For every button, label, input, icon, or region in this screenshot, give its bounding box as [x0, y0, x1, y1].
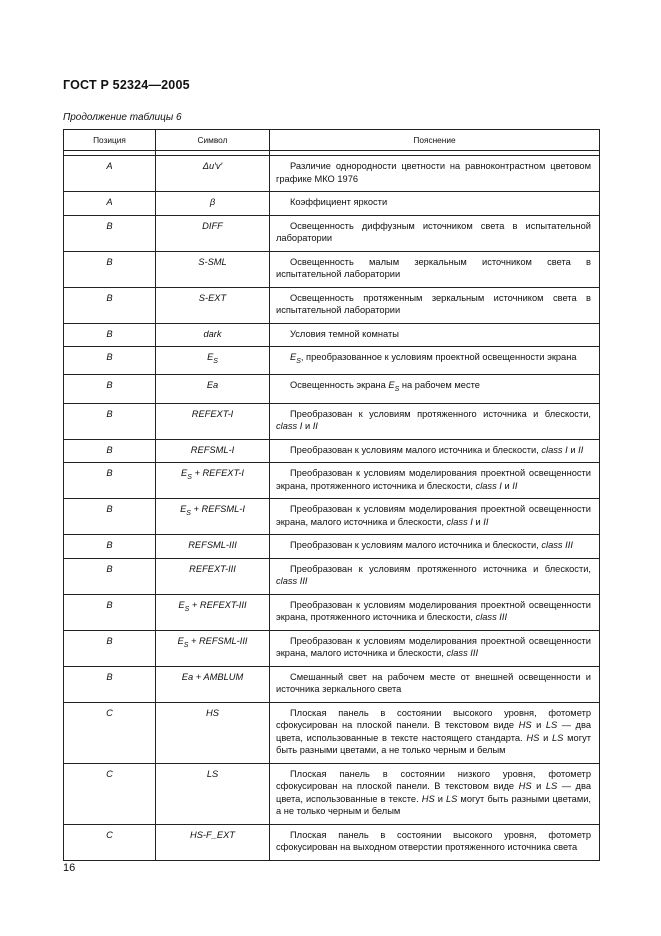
table-row — [64, 403, 600, 439]
cell-explanation: Плоская панель в состоянии низкого уровня, фотометр сфокусирован на плоской панели. В текстовом виде HS и LS — два цвета, использованные в тексте. HS и LS могут быть разными цветами, а не только черным и белым — [270, 763, 600, 824]
table-row — [64, 192, 600, 216]
table-row — [64, 251, 600, 287]
table-row — [64, 824, 600, 860]
table-row — [64, 215, 600, 251]
cell-explanation: Смешанный свет на рабочем месте от внешней освещенности и источника зеркального света — [270, 666, 600, 702]
cell-symbol: REFSML-I — [156, 439, 270, 463]
table-row — [64, 763, 600, 824]
cell-position: B — [64, 666, 156, 702]
cell-position: B — [64, 535, 156, 559]
cell-position: B — [64, 323, 156, 347]
cell-symbol: REFEXT-I — [156, 403, 270, 439]
document-title: ГОСТ Р 52324—2005 — [63, 78, 190, 92]
column-header-explanation: Пояснение — [270, 130, 600, 151]
cell-explanation: Освещенность экрана $E_S$ на рабочем месте — [270, 375, 600, 403]
table-row — [64, 666, 600, 702]
cell-position: B — [64, 251, 156, 287]
symbols-table — [63, 129, 600, 861]
cell-position: B — [64, 403, 156, 439]
cell-explanation: Коэффициент яркости — [270, 192, 600, 216]
cell-explanation: Освещенность малым зеркальным источником света в испытательной лаборатории — [270, 251, 600, 287]
cell-position: B — [64, 439, 156, 463]
cell-symbol: Ea + AMBLUM — [156, 666, 270, 702]
cell-symbol: $E_S$ + REFSML-I — [156, 499, 270, 535]
cell-explanation: Освещенность протяженным зеркальным источником света в испытательной лаборатории — [270, 287, 600, 323]
table-row — [64, 499, 600, 535]
table-row — [64, 287, 600, 323]
table-row — [64, 375, 600, 403]
cell-symbol: LS — [156, 763, 270, 824]
cell-position: B — [64, 215, 156, 251]
table-row — [64, 535, 600, 559]
table-row — [64, 558, 600, 594]
cell-position: B — [64, 499, 156, 535]
cell-symbol: $E_S$ + REFEXT-I — [156, 463, 270, 499]
cell-explanation: Преобразован к условиям протяженного источника и блескости, class III — [270, 558, 600, 594]
cell-symbol: S-SML — [156, 251, 270, 287]
cell-position: B — [64, 558, 156, 594]
table-row — [64, 347, 600, 375]
cell-position: B — [64, 375, 156, 403]
cell-explanation: Преобразован к условиям моделирования проектной освещенности экрана, протяженного источника и блескости, class III — [270, 594, 600, 630]
cell-explanation: Плоская панель в состоянии высокого уровня, фотометр сфокусирован на выходном отверстии протяженного источника света — [270, 824, 600, 860]
cell-explanation: Преобразован к условиям малого источника и блескости, class I и II — [270, 439, 600, 463]
cell-symbol: Δu′v′ — [156, 156, 270, 192]
cell-explanation: Различие однородности цветности на равноконтрастном цветовом графике МКО 1976 — [270, 156, 600, 192]
cell-symbol: REFEXT-III — [156, 558, 270, 594]
cell-explanation: Преобразован к условиям малого источника и блескости, class III — [270, 535, 600, 559]
cell-symbol: DIFF — [156, 215, 270, 251]
cell-symbol: $E_S$ — [156, 347, 270, 375]
table-row — [64, 594, 600, 630]
cell-symbol: S-EXT — [156, 287, 270, 323]
cell-position: B — [64, 287, 156, 323]
cell-explanation: Преобразован к условиям протяженного источника и блескости, class I и II — [270, 403, 600, 439]
cell-symbol: Ea — [156, 375, 270, 403]
cell-symbol: REFSML-III — [156, 535, 270, 559]
cell-position: B — [64, 630, 156, 666]
cell-symbol: HS — [156, 702, 270, 763]
cell-symbol: $E_S$ + REFSML-III — [156, 630, 270, 666]
cell-position: C — [64, 702, 156, 763]
page-number: 16 — [63, 862, 76, 874]
table-row — [64, 156, 600, 192]
cell-explanation: Преобразован к условиям моделирования проектной освещенности экрана, протяженного источника и блескости, class I и II — [270, 463, 600, 499]
cell-explanation: Преобразован к условиям моделирования проектной освещенности экрана, малого источника и блескости, class III — [270, 630, 600, 666]
table-row — [64, 323, 600, 347]
table-row — [64, 630, 600, 666]
cell-explanation: $E_S$, преобразованное к условиям проектной освещенности экрана — [270, 347, 600, 375]
cell-symbol: $E_S$ + REFEXT-III — [156, 594, 270, 630]
cell-symbol: HS-F_EXT — [156, 824, 270, 860]
table-header-row — [64, 130, 600, 151]
cell-position: B — [64, 347, 156, 375]
table-caption: Продолжение таблицы 6 — [63, 112, 182, 123]
cell-explanation: Условия темной комнаты — [270, 323, 600, 347]
cell-explanation: Преобразован к условиям моделирования проектной освещенности экрана, малого источника и блескости, class I и II — [270, 499, 600, 535]
cell-position: A — [64, 156, 156, 192]
cell-symbol: β — [156, 192, 270, 216]
cell-explanation: Освещенность диффузным источником света в испытательной лаборатории — [270, 215, 600, 251]
table-row — [64, 702, 600, 763]
column-header-symbol: Символ — [156, 130, 270, 151]
cell-position: C — [64, 824, 156, 860]
column-header-position: Позиция — [64, 130, 156, 151]
cell-symbol: dark — [156, 323, 270, 347]
cell-position: C — [64, 763, 156, 824]
cell-position: B — [64, 594, 156, 630]
table-row — [64, 439, 600, 463]
table-row — [64, 463, 600, 499]
cell-explanation: Плоская панель в состоянии высокого уровня, фотометр сфокусирован на плоской панели. В текстовом виде HS и LS — два цвета, использованные в тексте настоящего стандарта. HS и LS могут быть разными цветами, а не только черным и белым — [270, 702, 600, 763]
cell-position: A — [64, 192, 156, 216]
cell-position: B — [64, 463, 156, 499]
